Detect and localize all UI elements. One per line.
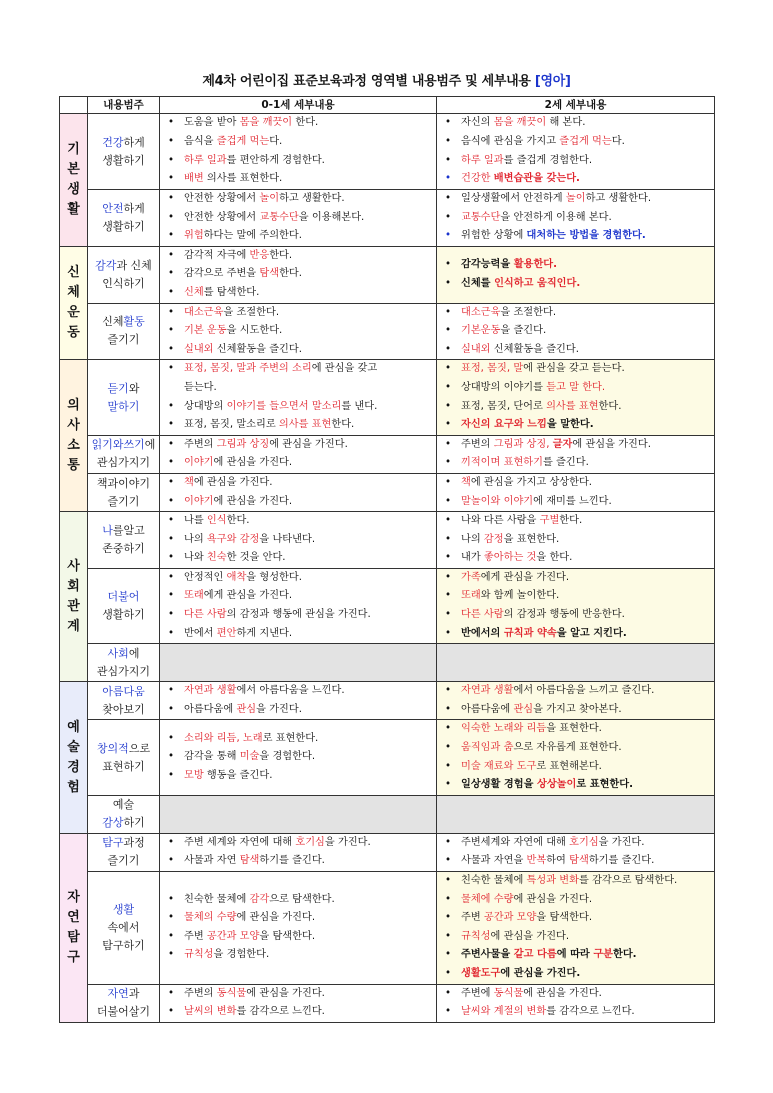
list-item: • 안전한 상황에서 교통수단을 이용해본다. bbox=[160, 209, 436, 228]
list-item: • 기본 운동을 시도한다. bbox=[160, 322, 436, 341]
category-cell: 사회에 관심가지기 bbox=[88, 644, 160, 682]
list-item: • 감각능력을 활용한다. bbox=[437, 256, 714, 275]
table-row bbox=[60, 114, 715, 190]
category-cell: 자연과 더불어살기 bbox=[88, 984, 160, 1022]
detail-cell-0-1 bbox=[160, 720, 437, 795]
list-item: • 다른 사람의 감정과 행동에 반응한다. bbox=[437, 606, 714, 625]
category-cell: 읽기와쓰기에 관심가지기 bbox=[88, 435, 160, 473]
list-item: • 내가 좋아하는 것을 한다. bbox=[437, 549, 714, 568]
detail-cell-2 bbox=[437, 682, 715, 720]
list-item: • 사물과 자연 탐색하기를 즐긴다. bbox=[160, 852, 436, 871]
table-row bbox=[60, 512, 715, 569]
detail-cell-0-1 bbox=[160, 568, 437, 643]
list-item: • 친숙한 물체에 감각으로 탐색한다. bbox=[160, 891, 436, 910]
header-age-0-1: 0-1세 세부내용 bbox=[160, 97, 437, 114]
list-item: • 주변세계와 자연에 대해 호기심을 가진다. bbox=[437, 834, 714, 853]
list-item: • 움직임과 춤으로 자유롭게 표현한다. bbox=[437, 739, 714, 758]
list-item: • 물체의 수량에 관심을 가진다. bbox=[160, 909, 436, 928]
detail-cell-0-1 bbox=[160, 246, 437, 303]
page-title: 제4차 어린이집 표준보육과정 영역별 내용범주 및 세부내용 [영아] bbox=[202, 74, 571, 89]
curriculum-table bbox=[59, 96, 715, 1023]
list-item: • 날씨와 계절의 변화를 감각으로 느낀다. bbox=[437, 1003, 714, 1022]
domain-d6: 자 연 탐 구 bbox=[60, 833, 88, 1022]
header-category: 내용범주 bbox=[88, 97, 160, 114]
detail-cell-2 bbox=[437, 114, 715, 190]
table-row bbox=[60, 984, 715, 1022]
list-item: • 자신의 몸을 깨끗이 해 본다. bbox=[437, 114, 714, 133]
list-item: • 이야기에 관심을 가진다. bbox=[160, 454, 436, 473]
domain-d5: 예 술 경 험 bbox=[60, 682, 88, 834]
list-item: • 주변 공간과 모양을 탐색한다. bbox=[160, 928, 436, 947]
detail-cell-0-1 bbox=[160, 360, 437, 435]
detail-cell-2 bbox=[437, 246, 715, 303]
list-item: • 하루 일과를 편안하게 경험한다. bbox=[160, 152, 436, 171]
detail-cell-0-1 bbox=[160, 682, 437, 720]
list-item: • 아름다움에 관심을 가지고 찾아본다. bbox=[437, 701, 714, 720]
list-item: • 건강한 배변습관을 갖는다. bbox=[437, 170, 714, 189]
list-item: • 나의 욕구와 감정을 나타낸다. bbox=[160, 531, 436, 550]
list-item: • 사물과 자연을 반복하여 탐색하기를 즐긴다. bbox=[437, 852, 714, 871]
list-item: • 말놀이와 이야기에 재미를 느낀다. bbox=[437, 493, 714, 512]
list-item: • 음식에 관심을 가지고 즐겁게 먹는다. bbox=[437, 133, 714, 152]
list-item: • 자연과 생활에서 아름다움을 느낀다. bbox=[160, 682, 436, 701]
detail-cell-0-1 bbox=[160, 984, 437, 1022]
category-cell: 안전하게 생활하기 bbox=[88, 190, 160, 247]
category-cell: 신체활동 즐기기 bbox=[88, 303, 160, 360]
detail-cell-2 bbox=[437, 720, 715, 795]
category-cell: 창의적으로 표현하기 bbox=[88, 720, 160, 795]
list-item: • 책에 관심을 가지고 상상한다. bbox=[437, 474, 714, 493]
list-item: • 대소근육을 조절한다. bbox=[160, 304, 436, 323]
category-cell: 생활 속에서 탐구하기 bbox=[88, 872, 160, 985]
table-row bbox=[60, 360, 715, 435]
domain-d2: 신 체 운 동 bbox=[60, 246, 88, 360]
list-item: • 위험하다는 말에 주의한다. bbox=[160, 227, 436, 246]
detail-cell-2 bbox=[437, 360, 715, 435]
list-item: • 신체를 인식하고 움직인다. bbox=[437, 275, 714, 294]
list-item: • 끼적이며 표현하기를 즐긴다. bbox=[437, 454, 714, 473]
table-row bbox=[60, 190, 715, 247]
detail-cell-0-1 bbox=[160, 435, 437, 473]
detail-cell-0-1 bbox=[160, 644, 437, 682]
detail-cell-0-1 bbox=[160, 303, 437, 360]
list-item: • 모방 행동을 즐긴다. bbox=[160, 767, 436, 786]
list-item: • 자연과 생활에서 아름다움을 느끼고 즐긴다. bbox=[437, 682, 714, 701]
list-item: • 주변의 그림과 상징에 관심을 가진다. bbox=[160, 436, 436, 455]
category-cell: 더불어 생활하기 bbox=[88, 568, 160, 643]
list-item: • 표정, 몸짓, 말과 주변의 소리에 관심을 갖고 bbox=[160, 360, 436, 379]
list-item: • 반에서의 규칙과 약속을 알고 지킨다. bbox=[437, 625, 714, 644]
table-row bbox=[60, 644, 715, 682]
list-item: • 대소근육을 조절한다. bbox=[437, 304, 714, 323]
list-item: • 기본운동을 즐긴다. bbox=[437, 322, 714, 341]
list-item: • 안전한 상황에서 놀이하고 생활한다. bbox=[160, 190, 436, 209]
list-item: • 감각으로 주변을 탐색한다. bbox=[160, 265, 436, 284]
detail-cell-2 bbox=[437, 795, 715, 833]
detail-cell-2 bbox=[437, 473, 715, 511]
list-item: • 감각을 통해 미술을 경험한다. bbox=[160, 748, 436, 767]
table-row bbox=[60, 568, 715, 643]
list-item: • 나와 친숙한 것을 안다. bbox=[160, 549, 436, 568]
detail-cell-0-1 bbox=[160, 190, 437, 247]
list-item: • 또래에게 관심을 가진다. bbox=[160, 587, 436, 606]
category-cell: 감각과 신체 인식하기 bbox=[88, 246, 160, 303]
list-item: • 날씨의 변화를 감각으로 느낀다. bbox=[160, 1003, 436, 1022]
detail-cell-2 bbox=[437, 190, 715, 247]
table-row bbox=[60, 435, 715, 473]
table-body bbox=[60, 114, 715, 1023]
table-row bbox=[60, 246, 715, 303]
detail-cell-0-1 bbox=[160, 795, 437, 833]
list-item: • 주변 세계와 자연에 대해 호기심을 가진다. bbox=[160, 834, 436, 853]
detail-cell-2 bbox=[437, 644, 715, 682]
table-row bbox=[60, 473, 715, 511]
list-item: • 아름다움에 관심을 가진다. bbox=[160, 701, 436, 720]
category-cell: 탐구과정 즐기기 bbox=[88, 833, 160, 871]
list-item: • 교통수단을 안전하게 이용해 본다. bbox=[437, 209, 714, 228]
table-row bbox=[60, 795, 715, 833]
list-item: • 신체를 탐색한다. bbox=[160, 284, 436, 303]
list-item: • 음식을 즐겁게 먹는다. bbox=[160, 133, 436, 152]
table-row bbox=[60, 303, 715, 360]
list-item: • 배변 의사를 표현한다. bbox=[160, 170, 436, 189]
header-age-2: 2세 세부내용 bbox=[437, 97, 715, 114]
list-item: • 표정, 몸짓, 말에 관심을 갖고 듣는다. bbox=[437, 360, 714, 379]
detail-cell-0-1 bbox=[160, 512, 437, 569]
table-row bbox=[60, 682, 715, 720]
detail-cell-2 bbox=[437, 568, 715, 643]
list-item: • 일상생활 경험을 상상놀이로 표현한다. bbox=[437, 776, 714, 795]
category-cell: 건강하게 생활하기 bbox=[88, 114, 160, 190]
detail-cell-0-1 bbox=[160, 114, 437, 190]
list-item: 듣는다. bbox=[184, 381, 217, 393]
list-item: • 반에서 편안하게 지낸다. bbox=[160, 625, 436, 644]
list-item: • 실내외 신체활동을 즐긴다. bbox=[437, 341, 714, 360]
list-item: • 표정, 몸짓, 말소리로 의사를 표현한다. bbox=[160, 416, 436, 435]
list-item: • 자신의 요구와 느낌을 말한다. bbox=[437, 416, 714, 435]
list-item: • 주변에 동식물에 관심을 가진다. bbox=[437, 985, 714, 1004]
list-item: • 감각적 자극에 반응한다. bbox=[160, 247, 436, 266]
list-item: • 나의 감정을 표현한다. bbox=[437, 531, 714, 550]
list-item: • 책에 관심을 가진다. bbox=[160, 474, 436, 493]
header-empty bbox=[60, 97, 88, 114]
list-item: • 규칙성을 경험한다. bbox=[160, 946, 436, 965]
header-row bbox=[60, 97, 715, 114]
list-item: • 물체에 수량에 관심을 가진다. bbox=[437, 891, 714, 910]
list-item: • 주변의 동식물에 관심을 가진다. bbox=[160, 985, 436, 1004]
detail-cell-2 bbox=[437, 872, 715, 985]
detail-cell-0-1 bbox=[160, 833, 437, 871]
list-item: • 도움을 받아 몸을 깨끗이 한다. bbox=[160, 114, 436, 133]
category-cell: 나를알고 존중하기 bbox=[88, 512, 160, 569]
detail-cell-2 bbox=[437, 435, 715, 473]
list-item: • 주변사물을 같고 다름에 따라 구분한다. bbox=[437, 946, 714, 965]
list-item: • 위험한 상황에 대처하는 방법을 경험한다. bbox=[437, 227, 714, 246]
category-cell: 책과이야기 즐기기 bbox=[88, 473, 160, 511]
domain-d4: 사 회 관 계 bbox=[60, 512, 88, 682]
table-row bbox=[60, 872, 715, 985]
list-item: • 표정, 몸짓, 단어로 의사를 표현한다. bbox=[437, 398, 714, 417]
category-cell: 예술 감상하기 bbox=[88, 795, 160, 833]
list-item: • 생활도구에 관심을 가진다. bbox=[437, 965, 714, 984]
list-item: • 안정적인 애착을 형성한다. bbox=[160, 569, 436, 588]
list-item: • 미술 재료와 도구로 표현해본다. bbox=[437, 758, 714, 777]
list-item: • 소리와 리듬, 노래로 표현한다. bbox=[160, 730, 436, 749]
list-item: • 또래와 함께 놀이한다. bbox=[437, 587, 714, 606]
list-item: • 나를 인식한다. bbox=[160, 512, 436, 531]
list-item: • 하루 일과를 즐겁게 경험한다. bbox=[437, 152, 714, 171]
list-item: • 친숙한 물체에 특성과 변화를 감각으로 탐색한다. bbox=[437, 872, 714, 891]
table-row bbox=[60, 833, 715, 871]
category-cell: 듣기와 말하기 bbox=[88, 360, 160, 435]
detail-cell-0-1 bbox=[160, 473, 437, 511]
list-item: • 실내외 신체활동을 즐긴다. bbox=[160, 341, 436, 360]
detail-cell-2 bbox=[437, 303, 715, 360]
list-item: • 상대방의 이야기를 듣고 말 한다. bbox=[437, 379, 714, 398]
list-item: • 나와 다른 사람을 구별한다. bbox=[437, 512, 714, 531]
list-item: • 주변의 그림과 상징, 글자에 관심을 가진다. bbox=[437, 436, 714, 455]
detail-cell-2 bbox=[437, 512, 715, 569]
list-item: • 가족에게 관심을 가진다. bbox=[437, 569, 714, 588]
list-item: • 일상생활에서 안전하게 놀이하고 생활한다. bbox=[437, 190, 714, 209]
list-item: • 주변 공간과 모양을 탐색한다. bbox=[437, 909, 714, 928]
domain-d3: 의 사 소 통 bbox=[60, 360, 88, 512]
list-item: • 다른 사람의 감정과 행동에 관심을 가진다. bbox=[160, 606, 436, 625]
list-item: • 이야기에 관심을 가진다. bbox=[160, 493, 436, 512]
detail-cell-2 bbox=[437, 984, 715, 1022]
detail-cell-2 bbox=[437, 833, 715, 871]
list-item: • 상대방의 이야기를 들으면서 말소리를 낸다. bbox=[160, 398, 436, 417]
category-cell: 아름다움 찾아보기 bbox=[88, 682, 160, 720]
list-item: • 규칙성에 관심을 가진다. bbox=[437, 928, 714, 947]
list-item: • 익숙한 노래와 리듬을 표현한다. bbox=[437, 720, 714, 739]
detail-cell-0-1 bbox=[160, 872, 437, 985]
domain-d1: 기 본 생 활 bbox=[60, 114, 88, 247]
table-row bbox=[60, 720, 715, 795]
